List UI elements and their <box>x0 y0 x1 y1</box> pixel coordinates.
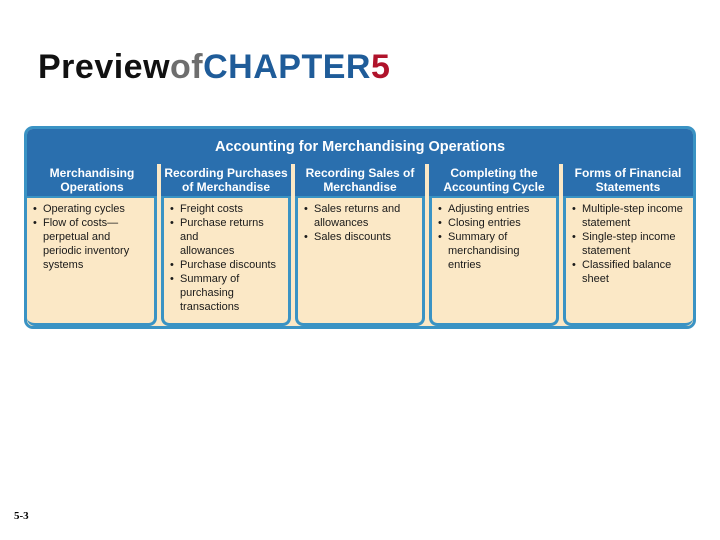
topic-item: • Purchase returns and allowances <box>170 216 284 258</box>
column-heading: Forms of Financial Statements <box>563 164 693 198</box>
topic-list <box>170 202 284 314</box>
title-of: of <box>170 48 204 86</box>
topic-item: • Freight costs <box>170 202 284 216</box>
column-heading: Completing the Accounting Cycle <box>429 164 559 198</box>
column-recording-sales <box>295 164 425 326</box>
topic-item: • Summary of purchasing transactions <box>170 272 284 314</box>
topic-item: • Operating cycles <box>33 202 150 216</box>
topic-item: • Closing entries <box>438 216 552 230</box>
title-preview: Preview <box>38 48 171 86</box>
topic-list <box>33 202 150 272</box>
topic-item: • Sales returns and allowances <box>304 202 418 230</box>
column-heading: Recording Sales of Merchandise <box>295 164 425 198</box>
topic-list <box>438 202 552 272</box>
topic-item: • Purchase discounts <box>170 258 284 272</box>
topic-item: • Summary of merchandising entries <box>438 230 552 272</box>
title-chapter-number: 5 <box>370 48 391 86</box>
topic-item: • Sales discounts <box>304 230 418 244</box>
column-body <box>161 198 291 326</box>
topic-list <box>304 202 418 244</box>
column-completing-cycle <box>429 164 559 326</box>
column-body <box>429 198 559 326</box>
column-body <box>27 198 157 326</box>
topic-item: • Adjusting entries <box>438 202 552 216</box>
chart-header: Accounting for Merchandising Operations <box>27 129 693 164</box>
slide-number: 5-3 <box>14 510 29 522</box>
topic-item: • Single-step income statement <box>572 230 689 258</box>
chart-columns <box>27 164 693 326</box>
column-merchandising-operations <box>27 164 157 326</box>
column-body <box>563 198 693 326</box>
column-recording-purchases <box>161 164 291 326</box>
column-heading: Merchandising Operations <box>27 164 157 198</box>
title-chapter: CHAPTER <box>203 48 371 86</box>
column-body <box>295 198 425 326</box>
topic-item: • Flow of costs— perpetual and periodic inventory systems <box>33 216 150 272</box>
topic-list <box>572 202 689 286</box>
topic-item: • Classified balance sheet <box>572 258 689 286</box>
chapter-overview-chart <box>24 126 696 329</box>
topic-item: • Multiple-step income statement <box>572 202 689 230</box>
column-heading: Recording Purchases of Merchandise <box>161 164 291 198</box>
slide-title <box>38 50 390 84</box>
column-financial-statements <box>563 164 693 326</box>
